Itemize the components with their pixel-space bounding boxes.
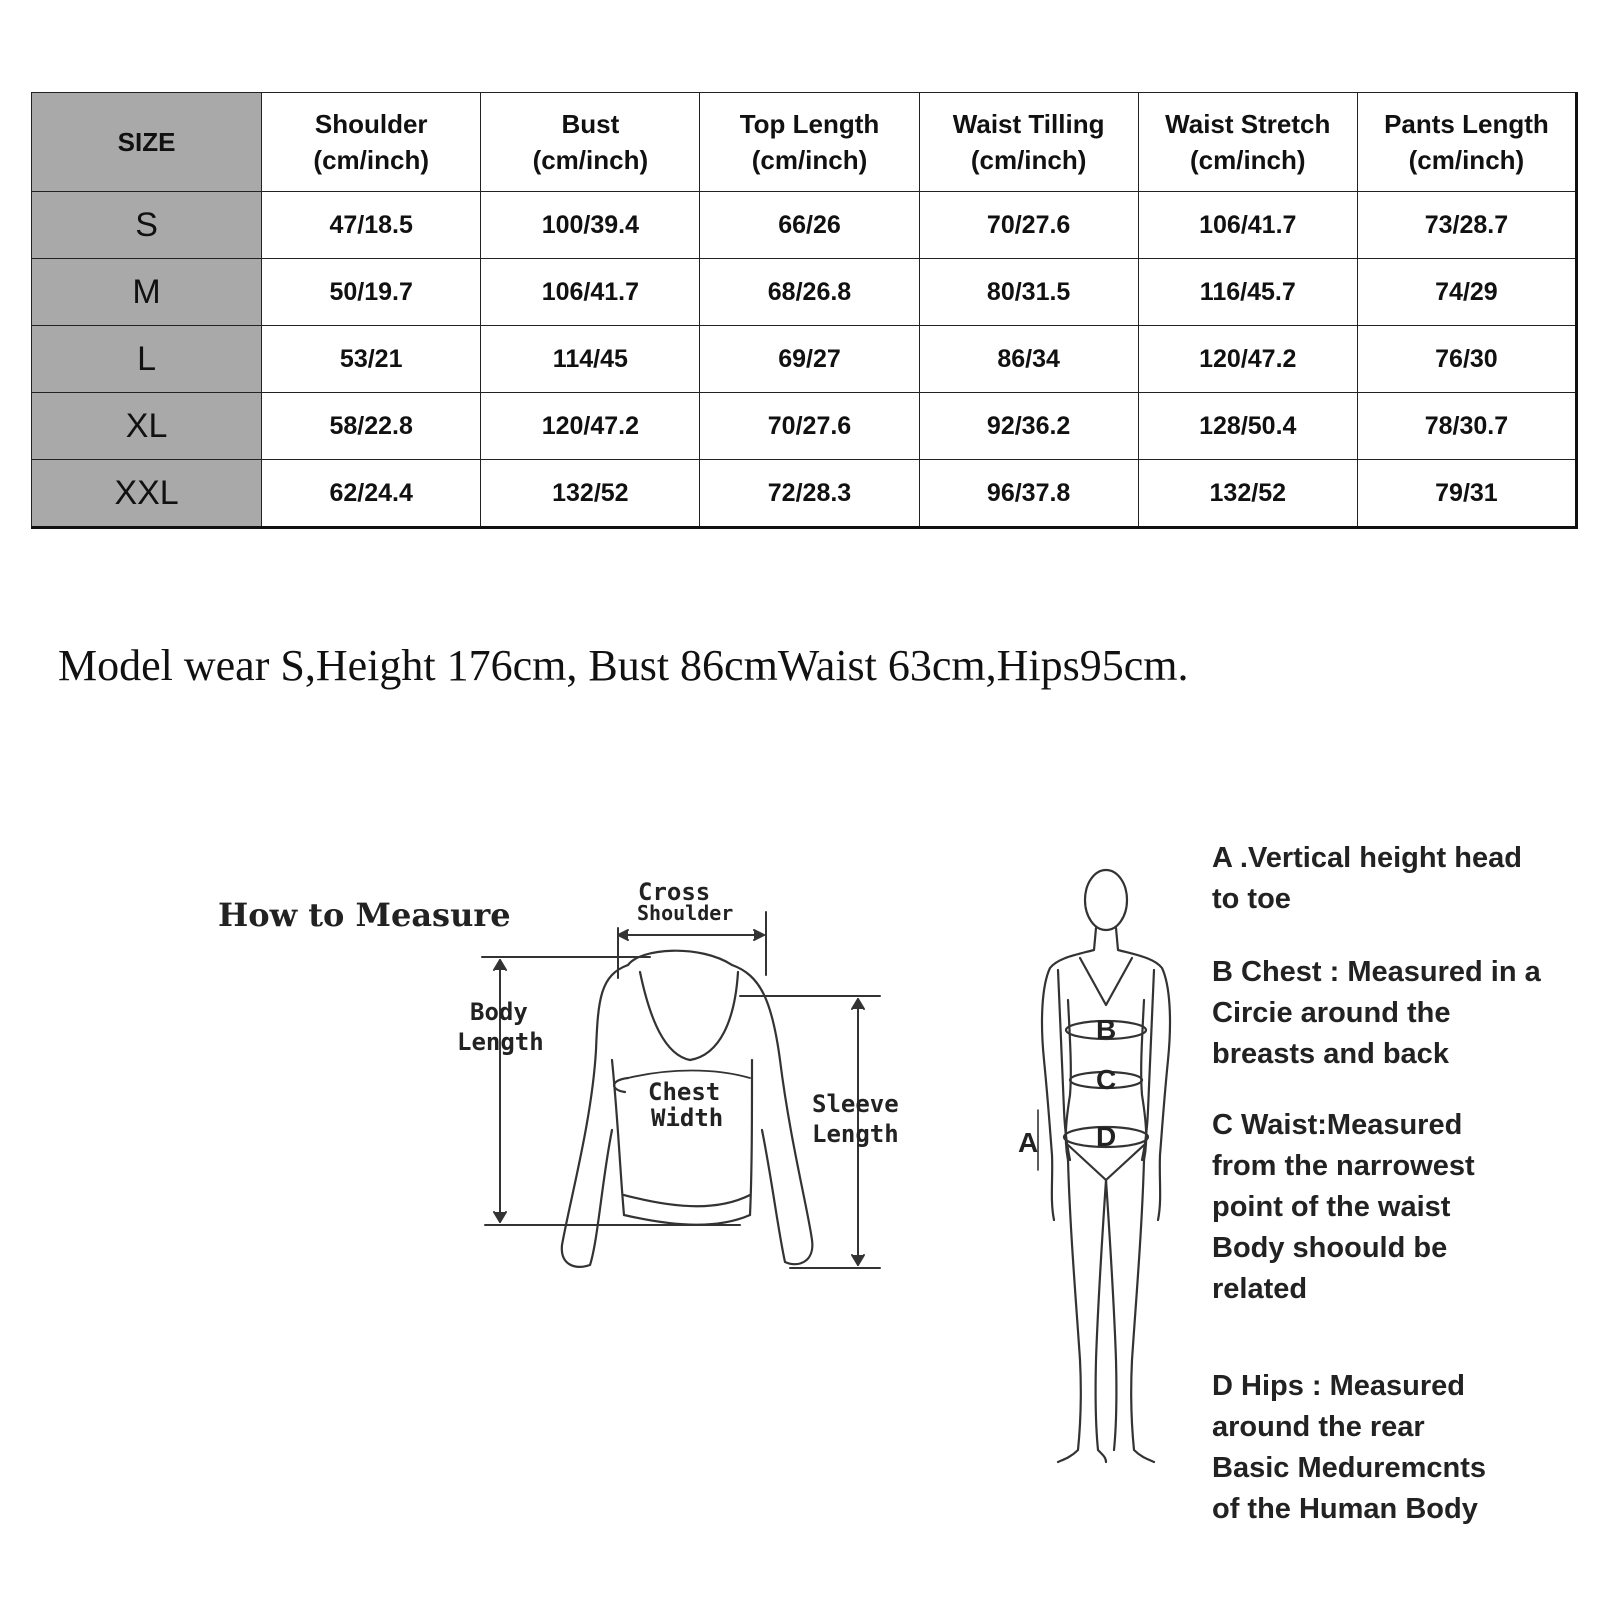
description-line: to toe [1212, 883, 1291, 915]
model-size-note: Model wear S,Height 176cm, Bust 86cmWaist 63cm,Hips95cm. [58, 641, 1189, 690]
description-line: C Waist:Measured [1212, 1109, 1463, 1141]
how-to-measure-title: How to Measure [218, 896, 511, 934]
description-line: Circie around the [1212, 997, 1451, 1029]
table-cell: 70/27.6 [919, 192, 1138, 259]
description-a [1212, 838, 1592, 920]
chest-width-label-line1: Chest [648, 1078, 721, 1106]
description-line: D Hips : Measured [1212, 1370, 1465, 1402]
table-cell: 47/18.5 [262, 192, 481, 259]
description-line: point of the waist [1212, 1191, 1451, 1223]
description-line: B Chest : Measured in a [1212, 956, 1541, 988]
body-length-label-line2: Length [457, 1028, 544, 1056]
body-label-d: D [1096, 1121, 1117, 1152]
table-cell: 80/31.5 [919, 259, 1138, 326]
body-label-b: B [1096, 1014, 1117, 1045]
cross-shoulder-label-line1: Cross [638, 878, 711, 906]
table-row [32, 259, 1577, 326]
table-cell: 70/27.6 [700, 393, 919, 460]
description-d [1212, 1366, 1592, 1530]
header-waist-tilling: Waist Tilling (cm/inch) [919, 93, 1138, 192]
body-length-arrow [482, 957, 740, 1225]
description-line: A .Vertical height head [1212, 842, 1522, 874]
description-line: around the rear [1212, 1411, 1425, 1443]
shirt-illustration [562, 951, 813, 1267]
sleeve-length-label-line1: Sleeve [812, 1090, 899, 1118]
cross-shoulder-label-line2: Shoulder [637, 901, 734, 925]
description-line: breasts and back [1212, 1038, 1449, 1070]
description-line: related [1212, 1273, 1308, 1305]
header-bust: Bust (cm/inch) [481, 93, 700, 192]
table-cell: 76/30 [1357, 326, 1576, 393]
size-cell: XL [32, 393, 262, 460]
table-row [32, 326, 1577, 393]
table-cell: 78/30.7 [1357, 393, 1576, 460]
header-pants-length: Pants Length (cm/inch) [1357, 93, 1576, 192]
size-chart-table [31, 92, 1578, 529]
table-cell: 79/31 [1357, 460, 1576, 528]
table-cell: 120/47.2 [1138, 326, 1357, 393]
table-cell: 66/26 [700, 192, 919, 259]
description-line: Body shoould be [1212, 1232, 1448, 1264]
description-c [1212, 1105, 1592, 1310]
cross-shoulder-arrow [618, 912, 766, 978]
table-cell: 128/50.4 [1138, 393, 1357, 460]
header-top-length: Top Length (cm/inch) [700, 93, 919, 192]
table-cell: 132/52 [481, 460, 700, 528]
table-cell: 58/22.8 [262, 393, 481, 460]
table-cell: 74/29 [1357, 259, 1576, 326]
size-cell: L [32, 326, 262, 393]
sleeve-length-label-line2: Length [812, 1120, 899, 1148]
table-cell: 92/36.2 [919, 393, 1138, 460]
sleeve-length-arrow [740, 996, 880, 1268]
table-cell: 68/26.8 [700, 259, 919, 326]
table-header-row [32, 93, 1577, 192]
table-cell: 106/41.7 [481, 259, 700, 326]
table-cell: 100/39.4 [481, 192, 700, 259]
table-cell: 73/28.7 [1357, 192, 1576, 259]
body-label-c: C [1096, 1064, 1117, 1095]
body-label-a: A [1018, 1127, 1039, 1158]
description-line: of the Human Body [1212, 1493, 1478, 1525]
human-figure-illustration [1038, 870, 1170, 1462]
header-waist-stretch: Waist Stretch (cm/inch) [1138, 93, 1357, 192]
header-size: SIZE [32, 93, 262, 192]
table-cell: 116/45.7 [1138, 259, 1357, 326]
table-cell: 72/28.3 [700, 460, 919, 528]
table-cell: 62/24.4 [262, 460, 481, 528]
table-row [32, 460, 1577, 528]
chest-width-label-line2: Width [651, 1104, 724, 1132]
table-cell: 86/34 [919, 326, 1138, 393]
table-row [32, 393, 1577, 460]
description-line: from the narrowest [1212, 1150, 1475, 1182]
table-cell: 114/45 [481, 326, 700, 393]
table-cell: 96/37.8 [919, 460, 1138, 528]
table-cell: 120/47.2 [481, 393, 700, 460]
table-cell: 69/27 [700, 326, 919, 393]
header-shoulder: Shoulder (cm/inch) [262, 93, 481, 192]
table-cell: 132/52 [1138, 460, 1357, 528]
size-cell: S [32, 192, 262, 259]
table-cell: 53/21 [262, 326, 481, 393]
description-b [1212, 952, 1592, 1075]
table-cell: 50/19.7 [262, 259, 481, 326]
table-cell: 106/41.7 [1138, 192, 1357, 259]
size-cell: M [32, 259, 262, 326]
description-line: Basic Meduremcnts [1212, 1452, 1486, 1484]
table-row [32, 192, 1577, 259]
size-cell: XXL [32, 460, 262, 528]
body-length-label-line1: Body [470, 998, 528, 1026]
